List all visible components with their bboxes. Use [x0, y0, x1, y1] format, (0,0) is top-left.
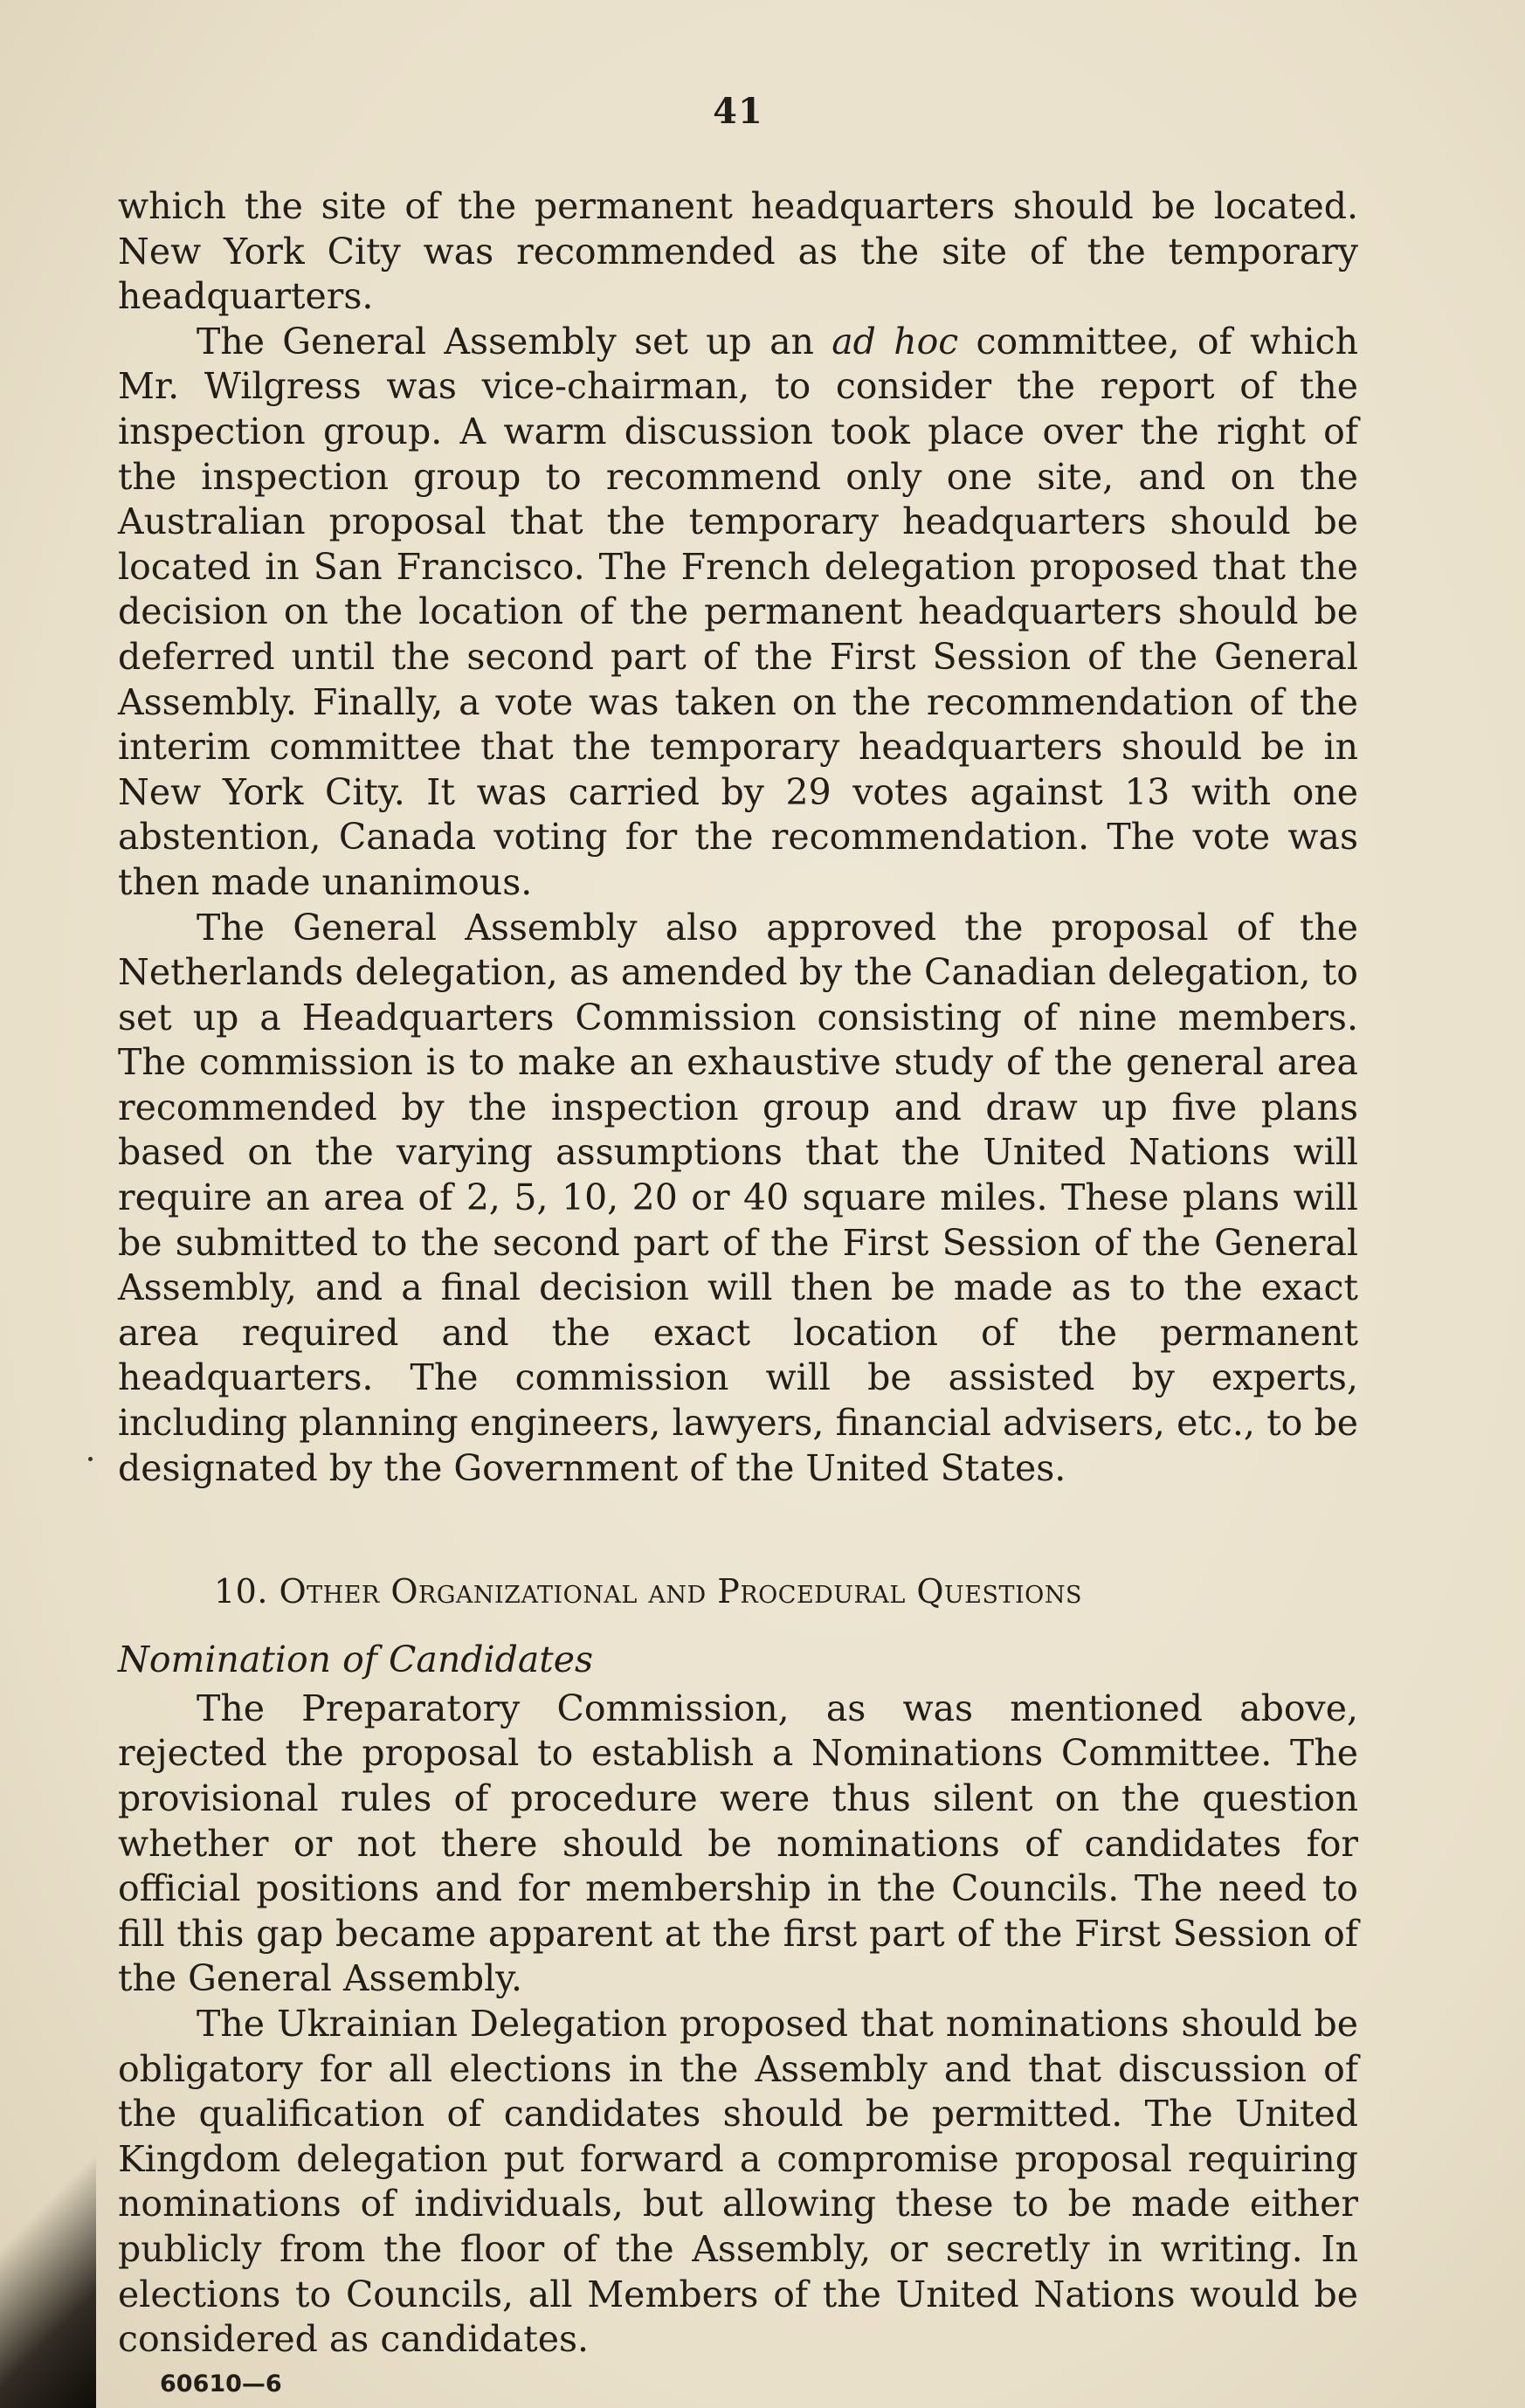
- subheading: Nomination of Candidates: [118, 1639, 594, 1681]
- paragraph-preparatory-commission: The Preparatory Commission, as was mentioned above, rejected the proposal to establish a Nominations Committee. The provisional rules of procedure were thus silent on the question whether or not there should be nominations of candidates for official positions and for membership in the Councils. The need to fill this gap became apparent at the first part of the First Session of the General Assembly.: [118, 1687, 1358, 2000]
- margin-mark: [88, 1457, 93, 1461]
- italic-phrase: ad hoc: [832, 320, 959, 362]
- page-text: [118, 92, 1358, 2399]
- paragraph-ad-hoc-committee: [118, 320, 1358, 906]
- paragraph-headquarters-commission: The General Assembly also approved the proposal of the Netherlands delegation, as amended by the Canadian delegation, to set up a Headquarters Commission consisting of nine members. The commission is to make an exhaustive study of the general area recommended by the inspection group and draw up five plans based on the varying assumptions that the United Nations will require an area of 2, 5, 10, 20 or 40 square miles. These plans will be submitted to the second part of the First Session of the General Assembly, and a final decision will then be made as to the exact area required and the exact location of the permanent headquarters. The commission will be assisted by experts, including planning engineers, lawyers, financial advisers, etc., to be designated by the Government of the United States.: [118, 906, 1358, 1489]
- paragraph-ukrainian-delegation: The Ukrainian Delegation proposed that nominations should be obligatory for all elections in the Assembly and that discussion of the qualification of candidates should be permitted. The United Kingdom delegation put forward a compromise proposal requiring nominations of individuals, but allowing these to be made either publicly from the floor of the Assembly, or secretly in writing. In elections to Councils, all Members of the United Nations would be considered as candidates.: [118, 2002, 1358, 2361]
- footer-code: 60610—6: [160, 2370, 282, 2398]
- paragraph-continuation: which the site of the permanent headquarters should be located. New York City was recommended as the site of the temporary headquarters.: [118, 185, 1358, 318]
- page-number: 41: [713, 91, 763, 132]
- binding-shadow: [0, 2041, 96, 2408]
- paragraph-text-after-italic: committee, of which Mr. Wilgress was vice-chairman, to consider the report of the inspection group. A warm discussion took place over the right of the inspection group to recommend only one site, and on the Australian proposal that the temporary headquarters should be located in San Francisco. The French delegation proposed that the decision on the location of the permanent headquarters should be deferred until the second part of the First Session of the General Assembly. Finally, a vote was taken on the recommendation of the interim committee that the temporary headquarters should be in New York City. It was carried by 29 votes against 13 with one abstention, Canada voting for the recommendation. The vote was then made unanimous.: [118, 320, 1358, 903]
- section-heading: 10. Other Organizational and Procedural Questions: [214, 1572, 1082, 1611]
- paragraph-text-before-italic: The General Assembly set up an: [197, 320, 832, 362]
